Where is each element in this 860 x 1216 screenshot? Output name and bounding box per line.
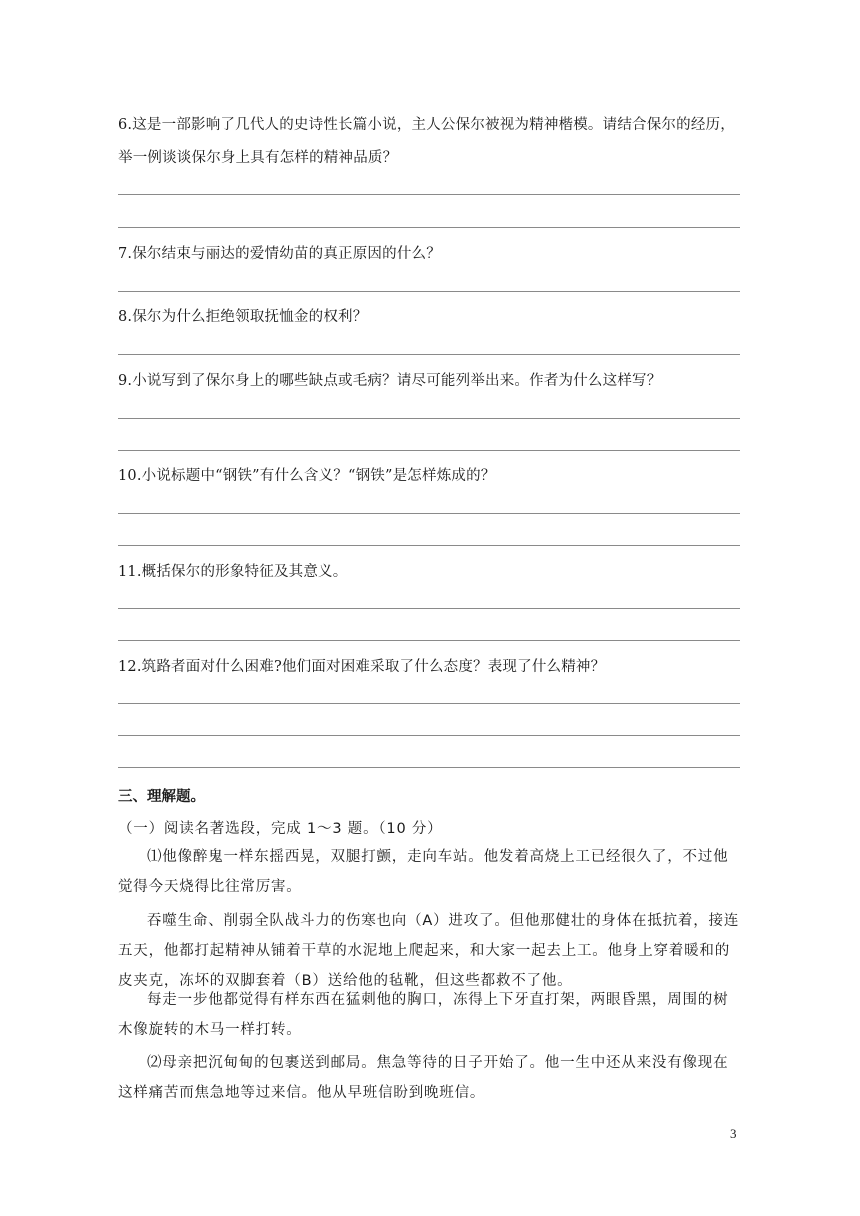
page-number: 3 — [730, 1126, 737, 1141]
answer-line[interactable] — [118, 354, 740, 355]
answer-line[interactable] — [118, 608, 740, 609]
answer-line[interactable] — [118, 767, 740, 768]
answer-line[interactable] — [118, 703, 740, 704]
passage-paragraph-2: 吞噬生命、削弱全队战斗力的伤寒也向（A）进攻了。但他那健壮的身体在抵抗着，接连五天，他都打起精神从铺着干草的水泥地上爬起来，和大家一起去上工。他身上穿着暖和的皮夹克，冻坏的双脚套着（B）送给他的毡靴，但这些都救不了他。 — [118, 913, 740, 989]
answer-line[interactable] — [118, 513, 740, 514]
question-9: 9.小说写到了保尔身上的哪些缺点或毛病？请尽可能列举出来。作者为什么这样写？ — [118, 373, 662, 389]
question-6-line-1: 6.这是一部影响了几代人的史诗性长篇小说，主人公保尔被视为精神楷模。请结合保尔的经历， — [118, 117, 735, 133]
answer-line[interactable] — [118, 450, 740, 451]
section-subtitle: （一）阅读名著选段，完成 1～3 题。（10 分） — [118, 821, 443, 837]
question-6-line-2: 举一例谈谈保尔身上具有怎样的精神品质？ — [118, 150, 398, 166]
answer-line[interactable] — [118, 640, 740, 641]
section-title: 三、理解题。 — [118, 789, 205, 805]
answer-line[interactable] — [118, 291, 740, 292]
question-12: 12.筑路者面对什么困难?他们面对困难采取了什么态度？表现了什么精神？ — [118, 659, 606, 675]
question-11: 11.概括保尔的形象特征及其意义。 — [118, 564, 348, 580]
answer-line[interactable] — [118, 194, 740, 195]
passage-paragraph-4: ⑵母亲把沉甸甸的包裹送到邮局。焦急等待的日子开始了。他一生中还从来没有像现在这样痛苦而焦急地等过来信。他从早班信盼到晚班信。 — [118, 1055, 729, 1101]
question-10: 10.小说标题中“钢铁”有什么含义？“钢铁”是怎样炼成的？ — [118, 468, 496, 484]
question-7: 7.保尔结束与丽达的爱情幼苗的真正原因的什么？ — [118, 246, 441, 262]
question-8: 8.保尔为什么拒绝领取抚恤金的权利？ — [118, 309, 368, 325]
passage-paragraph-1: ⑴他像醉鬼一样东摇西晃，双腿打颤，走向车站。他发着高烧上工已经很久了，不过他觉得今天烧得比往常厉害。 — [118, 849, 729, 895]
answer-line[interactable] — [118, 227, 740, 228]
answer-line[interactable] — [118, 418, 740, 419]
answer-line[interactable] — [118, 545, 740, 546]
passage-paragraph-3: 每走一步他都觉得有样东西在猛刺他的胸口，冻得上下牙直打架，两眼昏黑，周围的树木像旋转的木马一样打转。 — [118, 992, 729, 1038]
answer-line[interactable] — [118, 735, 740, 736]
